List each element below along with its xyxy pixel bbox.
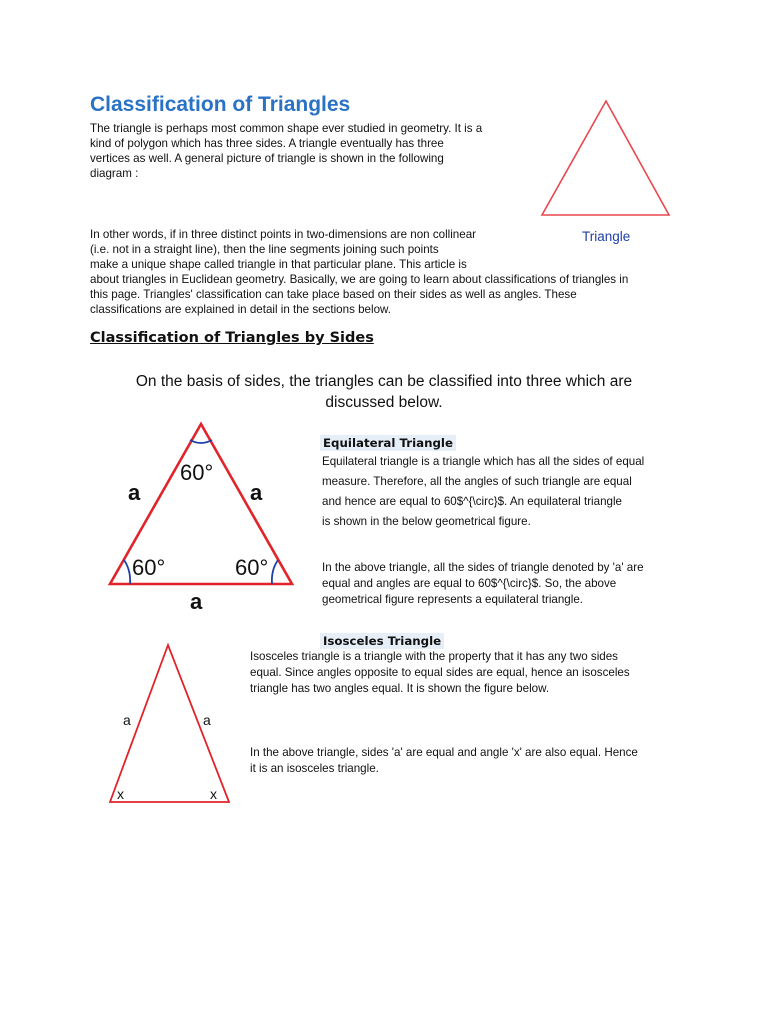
equilateral-after-line: In the above triangle, all the sides of triangle denoted by 'a' are	[322, 561, 644, 574]
body-line: (i.e. not in a straight line), then the line segments joining such points	[90, 243, 439, 256]
equilateral-subheading-wrap	[320, 434, 456, 452]
right-angle-arc	[272, 560, 278, 584]
angle-label-right: 60°	[235, 555, 269, 580]
equilateral-description	[322, 452, 644, 532]
left-angle-arc	[124, 560, 130, 584]
angle-label-top: 60°	[180, 460, 214, 485]
isosceles-subheading-wrap	[320, 632, 444, 650]
body-paragraph	[90, 227, 631, 317]
equilateral-line: measure. Therefore, all the angles of such triangle are equal	[322, 475, 632, 488]
equilateral-line: Equilateral triangle is a triangle which has all the sides of equal	[322, 455, 645, 468]
intro-line: diagram :	[90, 167, 139, 180]
iso-side-label-left: a	[123, 712, 131, 728]
section-heading-sides: Classification of Triangles by Sides	[90, 330, 374, 346]
isosceles-line: Isosceles triangle is a triangle with the property that it has any two sides	[250, 650, 618, 663]
angle-label-left: 60°	[132, 555, 166, 580]
intro-line: The triangle is perhaps most common shape ever studied in geometry. It is a	[90, 122, 483, 135]
iso-angle-label-left: x	[117, 786, 124, 802]
isosceles-explanation	[250, 745, 638, 777]
body-line: this page. Triangles' classification can take place based on their sides as well as angles. These	[90, 288, 577, 301]
side-label-bottom: a	[190, 589, 203, 614]
equilateral-line: and hence are equal to 60$^{\circ}$. An equilateral triangle	[322, 495, 623, 508]
sides-lead-text	[60, 371, 708, 413]
isosceles-heading: Isosceles Triangle	[320, 633, 444, 649]
equilateral-after-line: geometrical figure represents a equilateral triangle.	[322, 593, 584, 606]
equilateral-heading: Equilateral Triangle	[320, 435, 456, 451]
equilateral-line: is shown in the below geometrical figure.	[322, 515, 531, 528]
lead-line-2: discussed below.	[325, 394, 443, 411]
equilateral-after-line: equal and angles are equal to 60$^{\circ}$. So, the above	[322, 577, 617, 590]
intro-paragraph	[90, 121, 482, 181]
isosceles-line: triangle has two angles equal. It is shown the figure below.	[250, 682, 550, 695]
body-line: classifications are explained in detail in the sections below.	[90, 303, 391, 316]
general-triangle-figure	[536, 96, 676, 222]
side-label-right: a	[250, 480, 263, 505]
top-angle-arc	[190, 440, 212, 443]
isosceles-after-line: In the above triangle, sides 'a' are equal and angle 'x' are also equal. Hence	[250, 746, 638, 759]
body-line: make a unique shape called triangle in that particular plane. This article is	[90, 258, 467, 271]
lead-line-1: On the basis of sides, the triangles can be classified into three which are	[135, 373, 633, 390]
equilateral-triangle-figure	[104, 418, 300, 618]
equilateral-explanation	[322, 560, 644, 608]
side-label-left: a	[128, 480, 141, 505]
intro-line: kind of polygon which has three sides. A triangle eventually has three	[90, 137, 444, 150]
body-line: about triangles in Euclidean geometry. Basically, we are going to learn about classifications of triangles in	[90, 273, 629, 286]
page-title: Classification of Triangles	[90, 93, 351, 116]
body-line: In other words, if in three distinct points in two-dimensions are non collinear	[90, 228, 477, 241]
iso-angle-label-right: x	[210, 786, 217, 802]
intro-line: vertices as well. A general picture of triangle is shown in the following	[90, 152, 444, 165]
triangle-caption: Triangle	[582, 229, 631, 244]
isosceles-triangle-figure	[104, 640, 236, 808]
isosceles-after-line: it is an isosceles triangle.	[250, 762, 379, 775]
isosceles-line: equal. Since angles opposite to equal sides are equal, hence an isosceles	[250, 666, 630, 679]
general-triangle-shape	[542, 101, 669, 215]
isosceles-description	[250, 649, 630, 697]
iso-side-label-right: a	[203, 712, 211, 728]
